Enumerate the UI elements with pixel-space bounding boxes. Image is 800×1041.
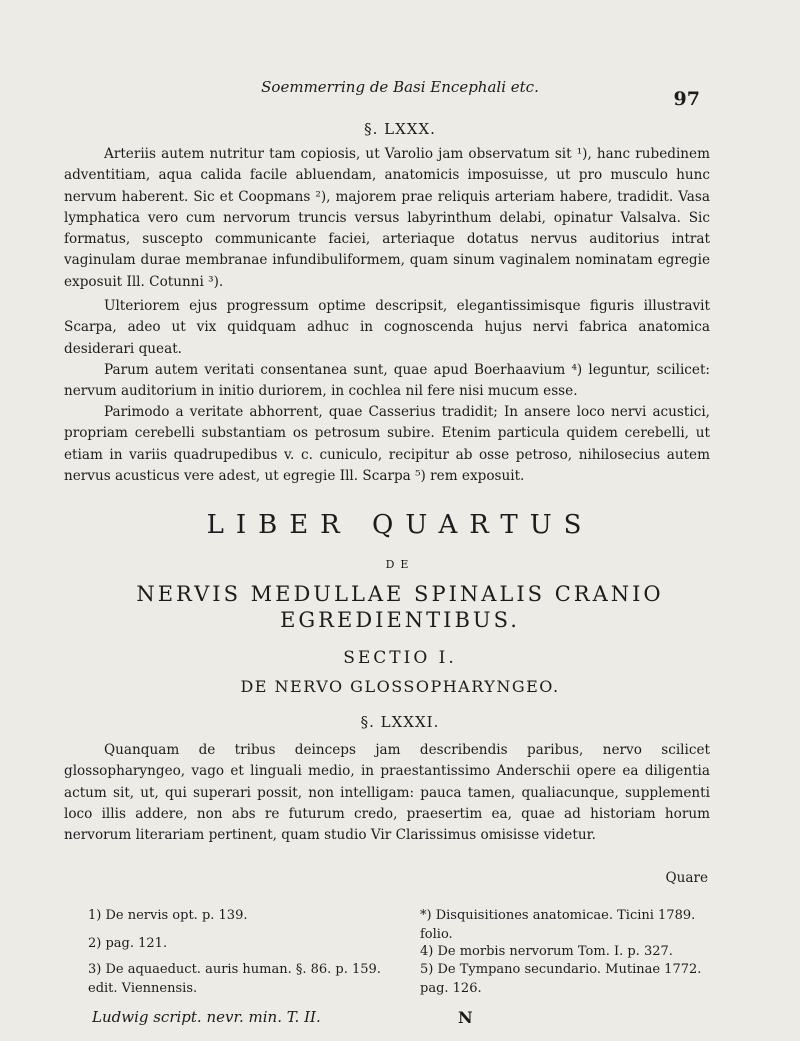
footnote-3: 3) De aquaeduct. auris human. §. 86. p. 159. edit. Viennensis. bbox=[88, 962, 381, 996]
paragraph-80-2: Ulteriorem ejus progressum optime descripsit, elegantissimisque figuris illustravit Scarpa, adeo ut vix quidquam adhuc in cognoscenda hujus nervi fabrica anatomica desiderari queat. bbox=[64, 298, 710, 357]
catchword: Quare bbox=[665, 870, 708, 886]
footnote-1: 1) De nervis opt. p. 139. bbox=[88, 908, 248, 923]
footnote-star: *) Disquisitiones anatomicae. Ticini 1789. folio. bbox=[420, 908, 696, 942]
liber-subtitle-line-1: NERVIS MEDULLAE SPINALIS CRANIO bbox=[136, 582, 664, 606]
signature-line: Ludwig script. nevr. min. T. II. bbox=[92, 1008, 321, 1026]
paragraph-81-1: Quanquam de tribus deinceps jam describendis paribus, nervo scilicet glossopharyngeo, vago et linguali medio, in praestantissimo Anderschii opere ea diligentia actum sit, ut, qui superari possit, non intelligam: pauca tamen, qualiacunque, supplementi loco illis addere, non abs re futurum credo, praesertim ea, quae ad historiam horum nervorum literariam pertinent, quam studio Vir Clarissimus omisisse videtur. bbox=[64, 742, 710, 844]
section-heading-80: §. LXXX. bbox=[364, 120, 436, 138]
paragraph-80-1: Arteriis autem nutritur tam copiosis, ut Varolio jam observatum sit ¹), hanc rubedinem adventitiam, aqua calida facile abluendam, anatomicis imposuisse, ut pro musculo hunc nervum haberent. Sic et Coopmans ²), majorem prae reliquis arteriam habere, tradidit. Vasa lymphatica vero cum nervorum truncis versus labyrinthum delabi, opinatur Valsalva. Sic formatus, suscepto communicante faciei, arteriaque dotatus nervus auditorius intrat vaginulam durae membranae infundibuliformem, quam sinum vaginalem nominatam egregie exposuit Ill. Cotunni ³). bbox=[64, 146, 710, 290]
running-title: Soemmerring de Basi Encephali etc. bbox=[261, 78, 539, 96]
liber-subtitle-line-2: EGREDIENTIBUS. bbox=[280, 608, 520, 632]
footnote-2: 2) pag. 121. bbox=[88, 936, 168, 951]
sectio-heading: SECTIO I. bbox=[343, 648, 457, 668]
liber-title: LIBER QUARTUS bbox=[206, 510, 594, 540]
liber-de: DE bbox=[385, 558, 415, 571]
paragraph-80-3: Parum autem veritati consentanea sunt, quae apud Boerhaavium ⁴) leguntur, scilicet: nervum auditorium in initio duriorem, in cochlea nil fere nisi mucum esse. bbox=[64, 362, 710, 400]
footnote-5: 5) De Tympano secundario. Mutinae 1772. pag. 126. bbox=[420, 962, 702, 996]
page-number: 97 bbox=[673, 88, 700, 110]
paragraph-80-4: Parimodo a veritate abhorrent, quae Casserius tradidit; In ansere loco nervi acustici, propriam cerebelli substantiam os petrosum subire. Etenim particula quidem cerebelli, ut etiam in variis quadrupedibus v. c. cuniculo, recipitur ab osse petroso, nihilosecius autem nervus acusticus vere adest, ut egregie Ill. Scarpa ⁵) rem exposuit. bbox=[64, 404, 710, 484]
sectio-title: DE NERVO GLOSSOPHARYNGEO. bbox=[240, 677, 560, 696]
footnote-4: 4) De morbis nervorum Tom. I. p. 327. bbox=[420, 944, 673, 959]
section-heading-81: §. LXXXI. bbox=[360, 713, 440, 731]
signature-mark: N bbox=[458, 1008, 473, 1027]
